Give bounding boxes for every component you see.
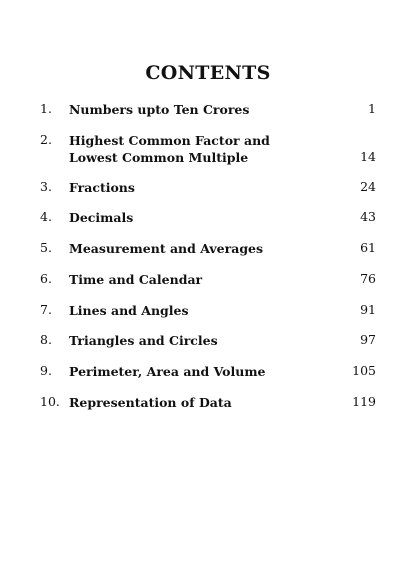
- toc-entry-title: Representation of Data: [69, 395, 232, 410]
- toc-entry-page: 43: [360, 209, 376, 224]
- toc-entry-number: 8.: [40, 332, 52, 347]
- toc-entry-number: 2.: [40, 132, 52, 147]
- toc-entry-title: Numbers upto Ten Crores: [69, 102, 250, 117]
- toc-entry-page: 97: [360, 332, 376, 347]
- toc-entry-title: Time and Calendar: [69, 272, 203, 287]
- toc-entry-number: 10.: [40, 394, 60, 409]
- toc-entry-title-line-1: Highest Common Factor and: [69, 133, 270, 148]
- toc-entry-title-line-2: Lowest Common Multiple: [69, 150, 249, 165]
- toc-entry-title: Perimeter, Area and Volume: [69, 364, 266, 379]
- toc-entry-title: Decimals: [69, 210, 134, 225]
- toc-entry-page: 91: [360, 302, 376, 317]
- toc-entry-number: 7.: [40, 302, 52, 317]
- page-title: CONTENTS: [145, 62, 271, 84]
- toc-entry-number: 1.: [40, 101, 52, 116]
- toc-entry-title: Triangles and Circles: [69, 333, 218, 348]
- toc-entry-number: 9.: [40, 363, 52, 378]
- toc-entry-page: 24: [360, 179, 376, 194]
- toc-entry-number: 3.: [40, 179, 52, 194]
- toc-entry-page: 61: [360, 240, 376, 255]
- toc-entry-number: 5.: [40, 240, 52, 255]
- toc-entry-page: 1: [368, 101, 376, 116]
- toc-entry-page: 76: [360, 271, 376, 286]
- toc-entry-page: 14: [360, 149, 376, 164]
- toc-entry-page: 105: [352, 363, 376, 378]
- toc-entry-title: Fractions: [69, 180, 135, 195]
- toc-entry-title: Lines and Angles: [69, 303, 189, 318]
- toc-entry-page: 119: [352, 394, 376, 409]
- toc-entry-number: 6.: [40, 271, 52, 286]
- toc-entry-title: Measurement and Averages: [69, 241, 264, 256]
- toc-entry-number: 4.: [40, 209, 52, 224]
